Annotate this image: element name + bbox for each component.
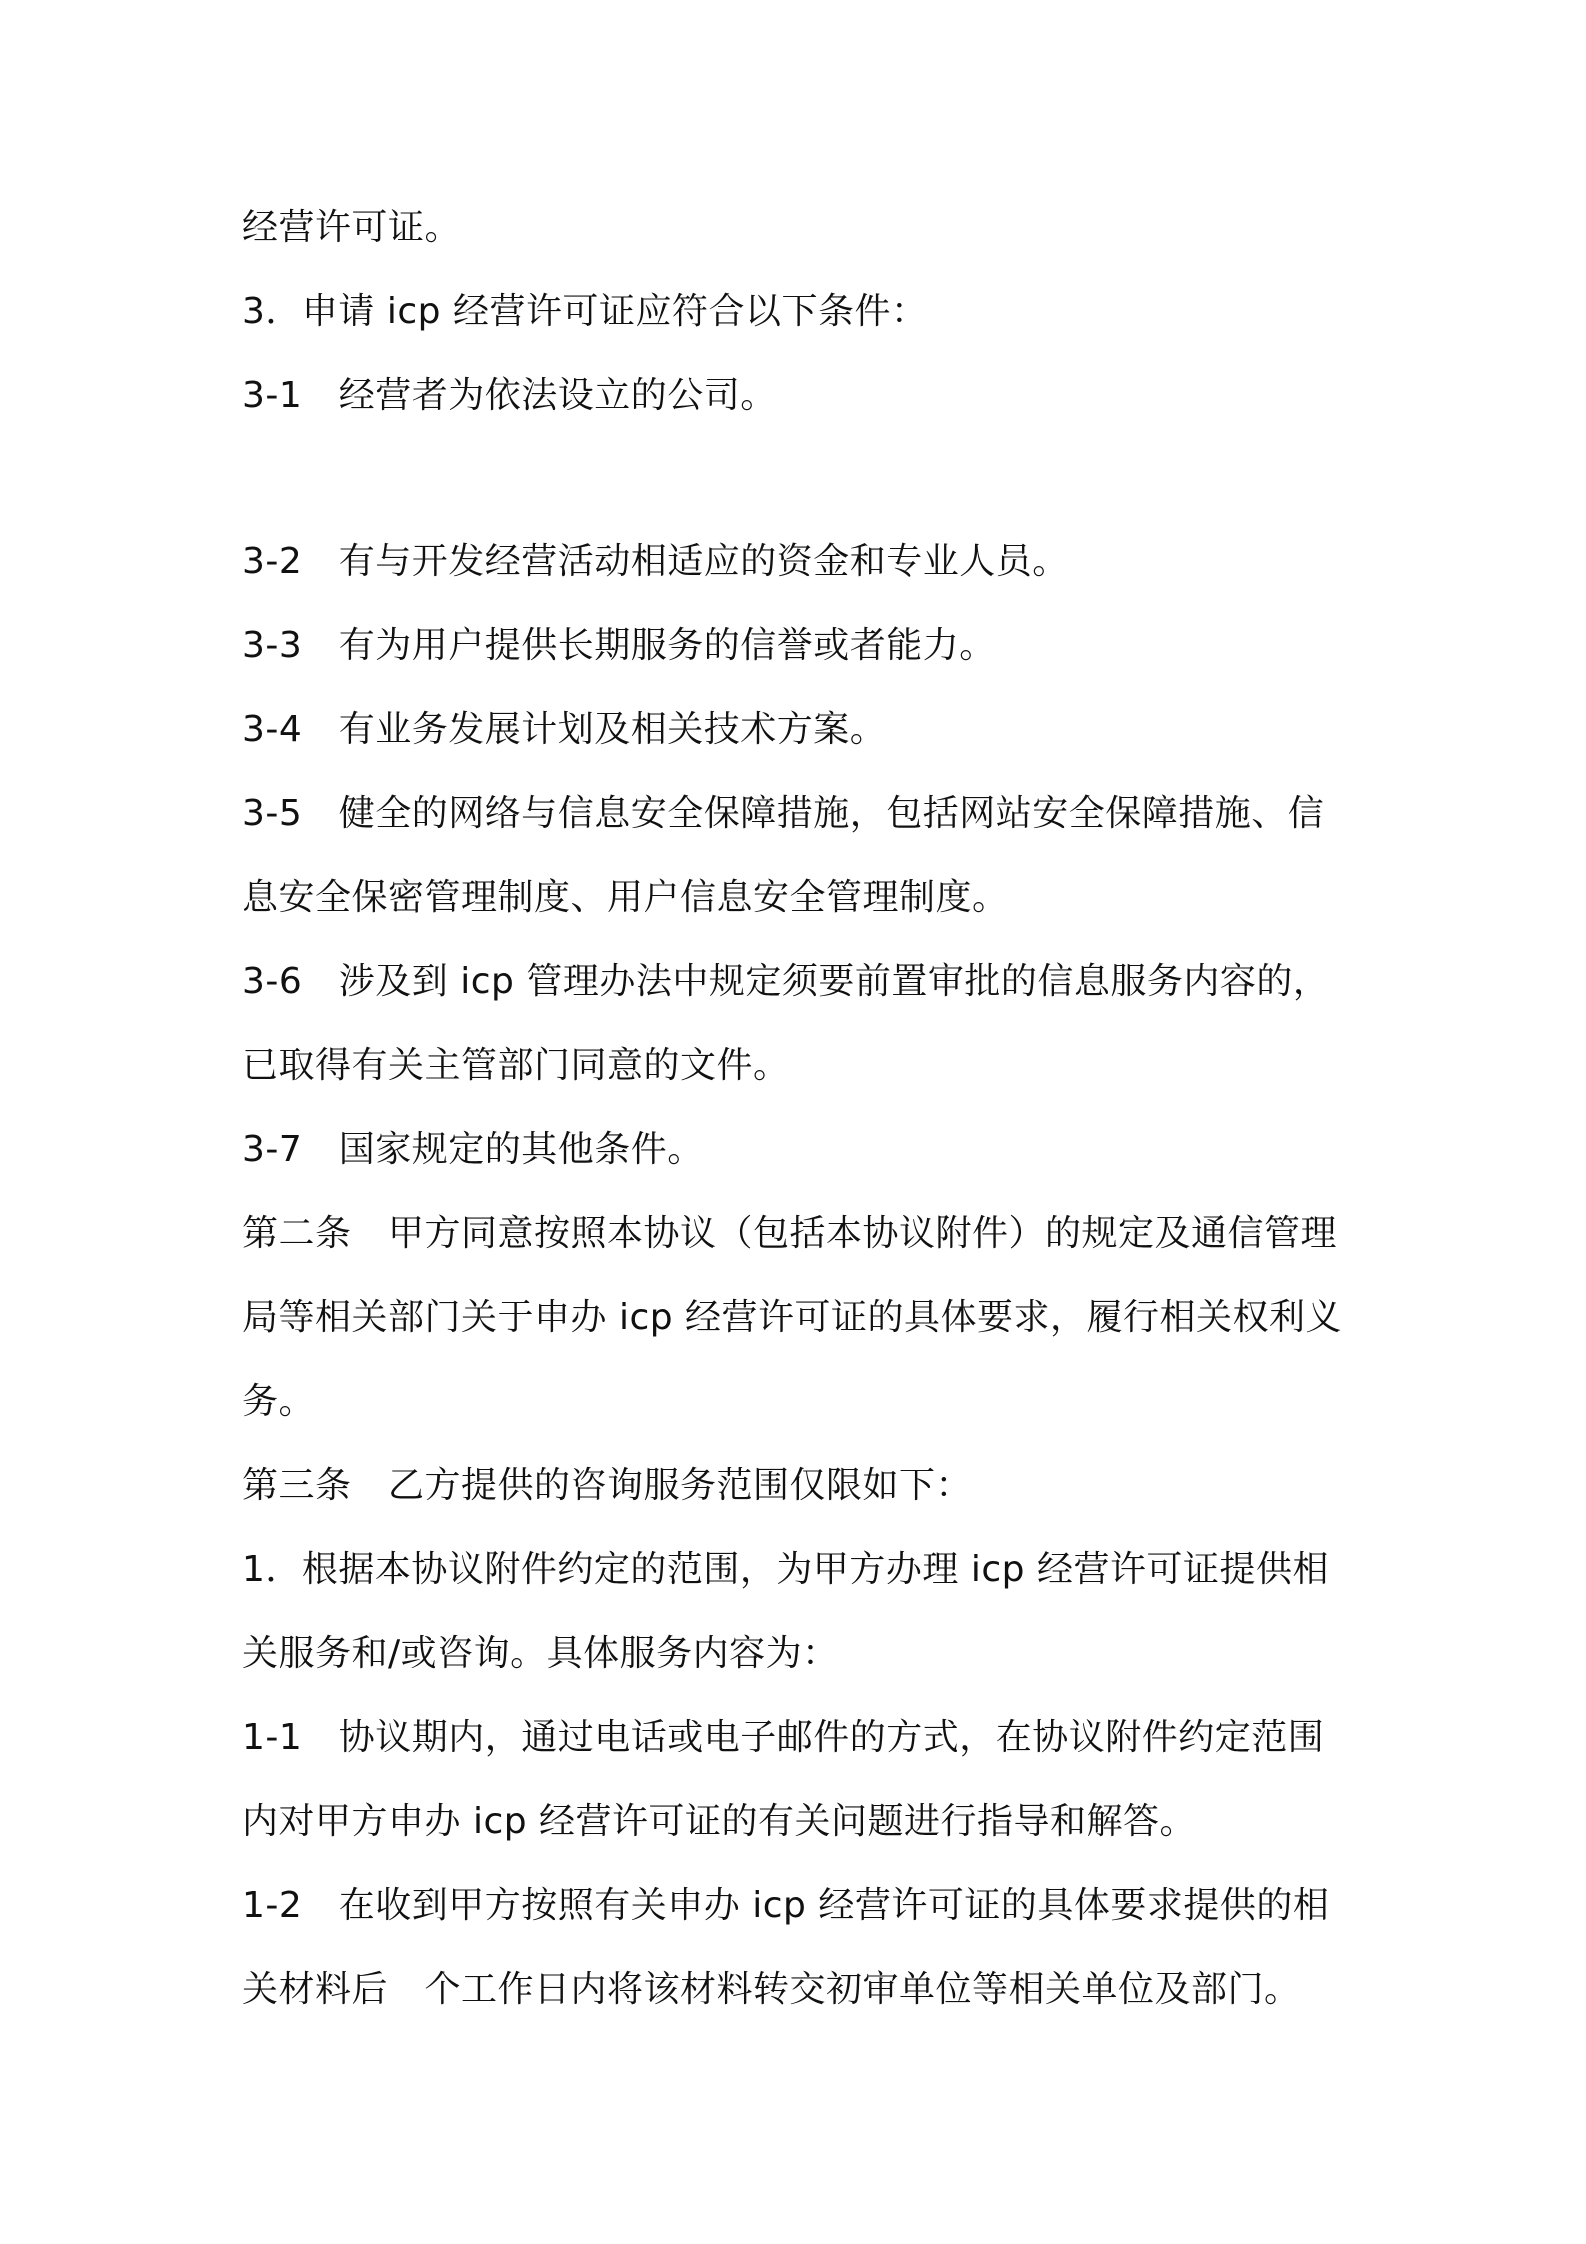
text-line: 3-3 有为用户提供长期服务的信誉或者能力。 (242, 625, 996, 666)
text-line: 第三条 乙方提供的咨询服务范围仅限如下： (242, 1465, 973, 1506)
text-line: 3-1 经营者为依法设立的公司。 (242, 375, 777, 416)
text-line: 1-1 协议期内，通过电话或电子邮件的方式，在协议附件约定范围 (242, 1717, 1325, 1758)
text-line: 经营许可证。 (242, 207, 462, 248)
text-line: 内对甲方申办 icp 经营许可证的有关问题进行指导和解答。 (242, 1801, 1197, 1842)
text-line: 3-2 有与开发经营活动相适应的资金和专业人员。 (242, 541, 1069, 582)
text-line: 关服务和/或咨询。具体服务内容为： (242, 1633, 839, 1674)
text-line: 务。 (242, 1381, 316, 1422)
text-line: 1-2 在收到甲方按照有关申办 icp 经营许可证的具体要求提供的相 (242, 1885, 1330, 1926)
text-line: 已取得有关主管部门同意的文件。 (242, 1045, 790, 1086)
text-line: 3-5 健全的网络与信息安全保障措施，包括网站安全保障措施、信 (242, 793, 1325, 834)
text-line: 息安全保密管理制度、用户信息安全管理制度。 (242, 877, 1009, 918)
text-line: 3-4 有业务发展计划及相关技术方案。 (242, 709, 887, 750)
text-line: 局等相关部门关于申办 icp 经营许可证的具体要求，履行相关权利义 (242, 1297, 1343, 1338)
text-line: 第二条 甲方同意按照本协议（包括本协议附件）的规定及通信管理 (242, 1213, 1338, 1254)
text-line: 3．申请 icp 经营许可证应符合以下条件： (242, 291, 928, 332)
text-line: 1．根据本协议附件约定的范围，为甲方办理 icp 经营许可证提供相 (242, 1549, 1329, 1590)
text-line: 关材料后 个工作日内将该材料转交初审单位等相关单位及部门。 (242, 1969, 1301, 2010)
text-line: 3-7 国家规定的其他条件。 (242, 1129, 704, 1170)
text-line: 3-6 涉及到 icp 管理办法中规定须要前置审批的信息服务内容的， (242, 961, 1330, 1002)
